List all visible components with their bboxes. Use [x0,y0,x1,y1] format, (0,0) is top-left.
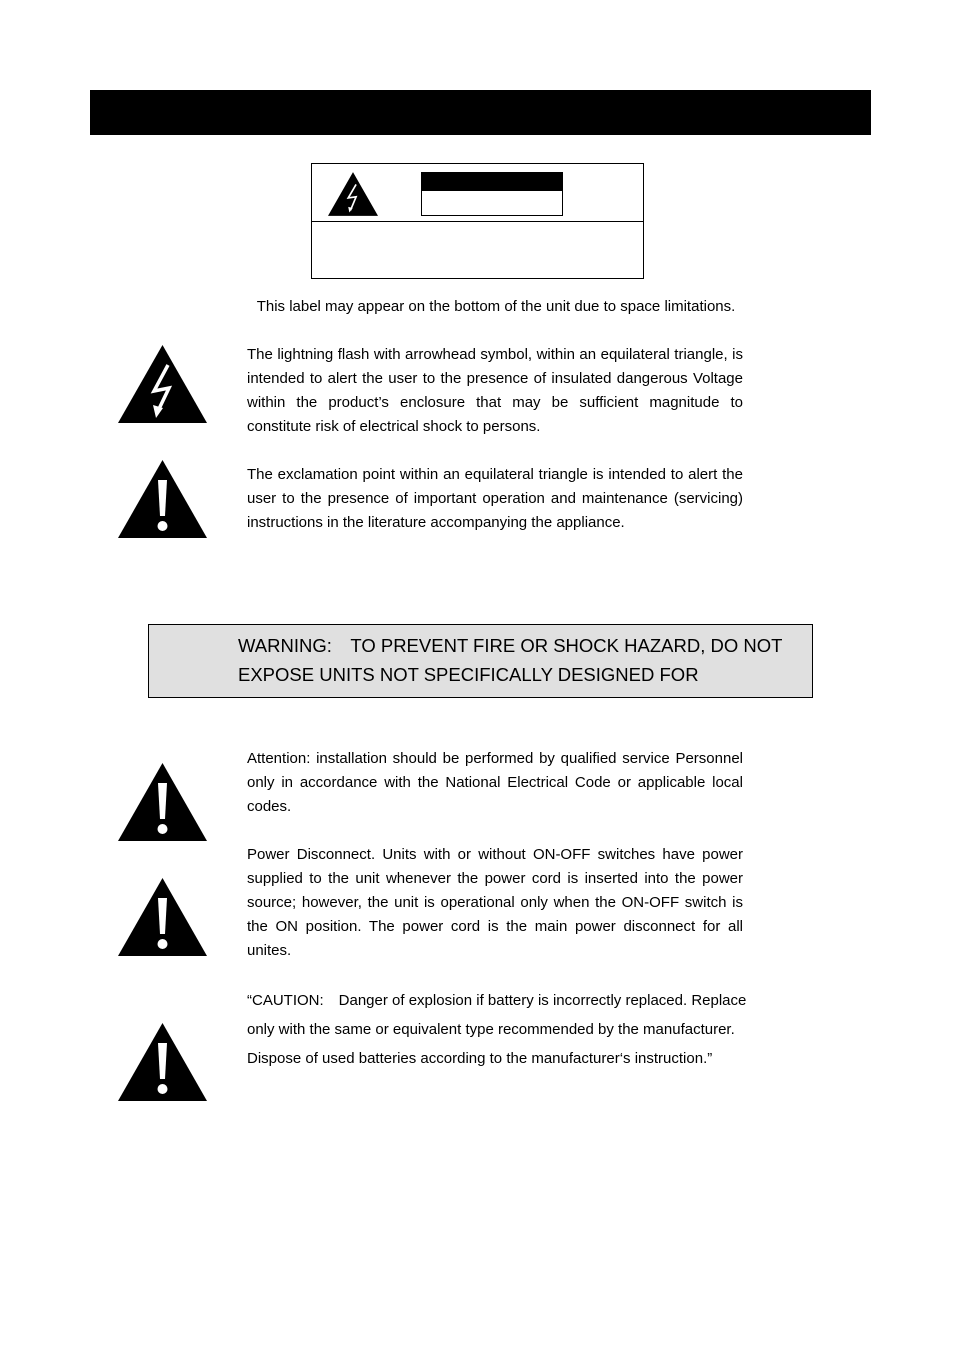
header-bar [90,90,871,135]
label-note: This label may appear on the bottom of the unit due to space limitations. [256,298,736,315]
battery-caution-text: “CAUTION: Danger of explosion if battery is incorrectly replaced. Replace only with the same or equivalent type recommended by the manufacturer. Dispose of used batteries according to the manufacturer‘s instruction.” [247,992,747,1067]
caution-label [311,163,644,279]
warning-box [148,624,813,698]
caution-label-caption-band [422,173,562,191]
warning-line-2: EXPOSE UNITS NOT SPECIFICALLY DESIGNED FOR [238,664,699,685]
lightning-triangle-icon [328,172,378,216]
caution-label-divider [312,221,643,222]
lightning-triangle-icon [118,345,207,423]
power-disconnect-text: Power Disconnect. Units with or without ON-OFF switches have power supplied to the unit whenever the power cord is inserted into the power source; however, the unit is operational only when the ON-OFF switch is the ON position. The power cord is the main power disconnect for all unites. [247,846,743,959]
exclamation-triangle-icon [118,878,207,956]
warning-line-1: WARNING: TO PREVENT FIRE OR SHOCK HAZARD, DO NOT [238,635,783,656]
exclamation-triangle-icon [118,460,207,538]
exclamation-symbol-text: The exclamation point within an equilateral triangle is intended to alert the user to the presence of important operation and maintenance (servicing) instructions in the literature accompanying the appliance. [247,466,743,531]
lightning-symbol-text: The lightning flash with arrowhead symbol, within an equilateral triangle, is intended to alert the user to the presence of insulated dangerous Voltage within the product’s enclosure that may be sufficient magnitude to constitute risk of electrical shock to persons. [247,346,743,435]
caution-label-caption [421,172,563,216]
exclamation-triangle-icon [118,763,207,841]
exclamation-triangle-icon [118,1023,207,1101]
attention-text: Attention: installation should be performed by qualified service Personnel only in accordance with the National Electrical Code or applicable local codes. [247,750,743,815]
warning-text [238,631,808,689]
